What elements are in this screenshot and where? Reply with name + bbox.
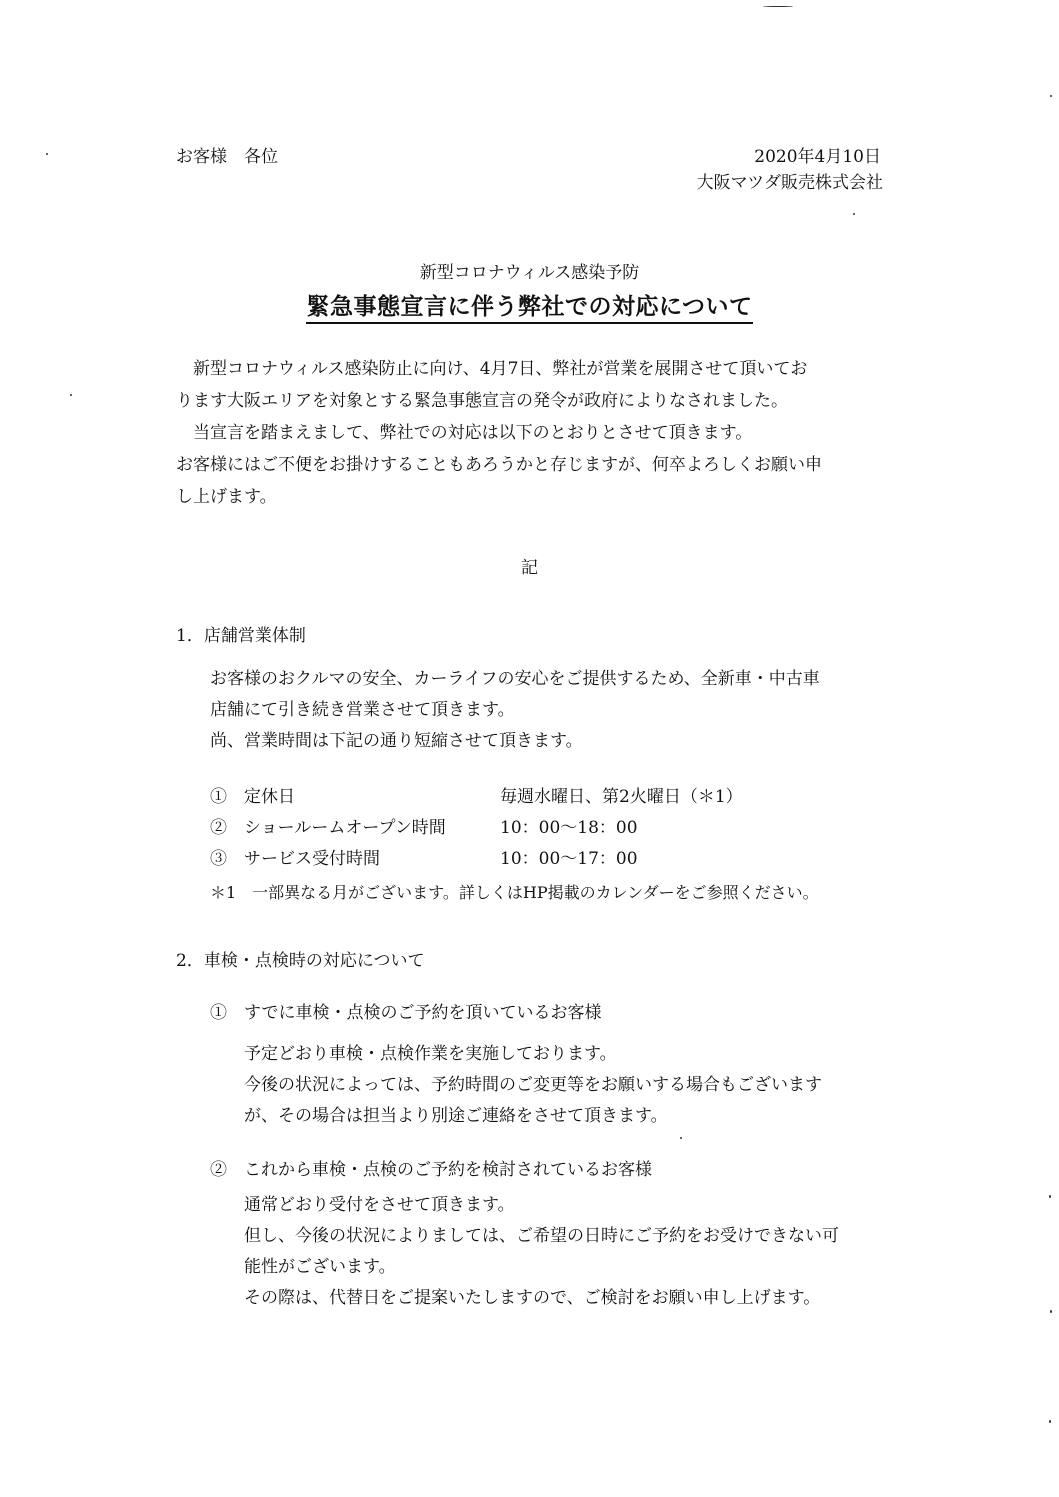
body-line: 尚、営業時間は下記の通り短縮させて頂きます。 bbox=[210, 731, 583, 751]
body-line: お客様のおクルマの安全、カーライフの安心をご提供するため、全新車・中古車 bbox=[210, 669, 820, 689]
footnote: ＊1 一部異なる月がございます。詳しくはHP掲載のカレンダーをご参照ください。 bbox=[210, 883, 819, 902]
schedule-label: ① 定休日 bbox=[210, 787, 295, 807]
schedule-list bbox=[210, 779, 860, 872]
subsection-1-body bbox=[244, 1039, 822, 1132]
subsection-2-heading: ② これから車検・点検のご予約を検討されているお客様 bbox=[210, 1160, 652, 1180]
schedule-row bbox=[210, 810, 860, 841]
issue-date: 2020年4月10日 bbox=[754, 147, 881, 167]
section-1-body bbox=[210, 664, 820, 757]
body-line: 今後の状況によっては、予約時間のご変更等をお願いする場合もございます bbox=[244, 1075, 822, 1095]
section-1-heading: 1．店舗営業体制 bbox=[176, 626, 306, 646]
intro-line: し上げます。 bbox=[176, 487, 277, 507]
schedule-row bbox=[210, 841, 860, 872]
schedule-row bbox=[210, 779, 860, 810]
recipient: お客様 各位 bbox=[176, 147, 278, 167]
document-title bbox=[0, 288, 1059, 321]
body-line: 通常どおり受付をさせて頂きます。 bbox=[244, 1195, 515, 1215]
title-text: 緊急事態宣言に伴う弊社での対応について bbox=[306, 294, 752, 324]
body-line: 能性がございます。 bbox=[244, 1257, 396, 1277]
intro-line: 新型コロナウィルス感染防止に向け、4月7日、弊社が営業を展開させて頂いてお bbox=[193, 359, 808, 379]
subsection-1-heading: ① すでに車検・点検のご予約を頂いているお客様 bbox=[210, 1003, 602, 1023]
body-line: 但し、今後の状況によりましては、ご希望の日時にご予約をお受けできない可 bbox=[244, 1226, 839, 1246]
schedule-value: 10：00～18：00 bbox=[500, 818, 638, 838]
intro-line: お客様にはご不便をお掛けすることもあろうかと存じますが、何卒よろしくお願い申 bbox=[176, 455, 822, 475]
schedule-label: ② ショールームオープン時間 bbox=[210, 818, 446, 838]
ki-marker: 記 bbox=[521, 558, 538, 578]
intro-paragraph bbox=[176, 353, 896, 513]
subtitle: 新型コロナウィルス感染予防 bbox=[419, 263, 640, 283]
schedule-value: 10：00～17：00 bbox=[500, 849, 638, 869]
body-line: その際は、代替日をご提案いたしますので、ご検討をお願い申し上げます。 bbox=[244, 1288, 821, 1308]
intro-line: ります大阪エリアを対象とする緊急事態宣言の発令が政府によりなされました。 bbox=[176, 391, 788, 411]
body-line: 店舗にて引き続き営業させて頂きます。 bbox=[210, 700, 515, 720]
section-2-heading: 2．車検・点検時の対応について bbox=[176, 951, 425, 971]
body-line: 予定どおり車検・点検作業を実施しております。 bbox=[244, 1044, 617, 1064]
subsection-2-body bbox=[244, 1190, 839, 1314]
schedule-label: ③ サービス受付時間 bbox=[210, 849, 380, 869]
body-line: が、その場合は担当より別途ご連絡をさせて頂きます。 bbox=[244, 1106, 668, 1126]
company-name: 大阪マツダ販売株式会社 bbox=[696, 173, 883, 193]
intro-line: 当宣言を踏まえまして、弊社での対応は以下のとおりとさせて頂きます。 bbox=[193, 423, 753, 443]
schedule-value: 毎週水曜日、第2火曜日（＊1） bbox=[500, 787, 743, 807]
